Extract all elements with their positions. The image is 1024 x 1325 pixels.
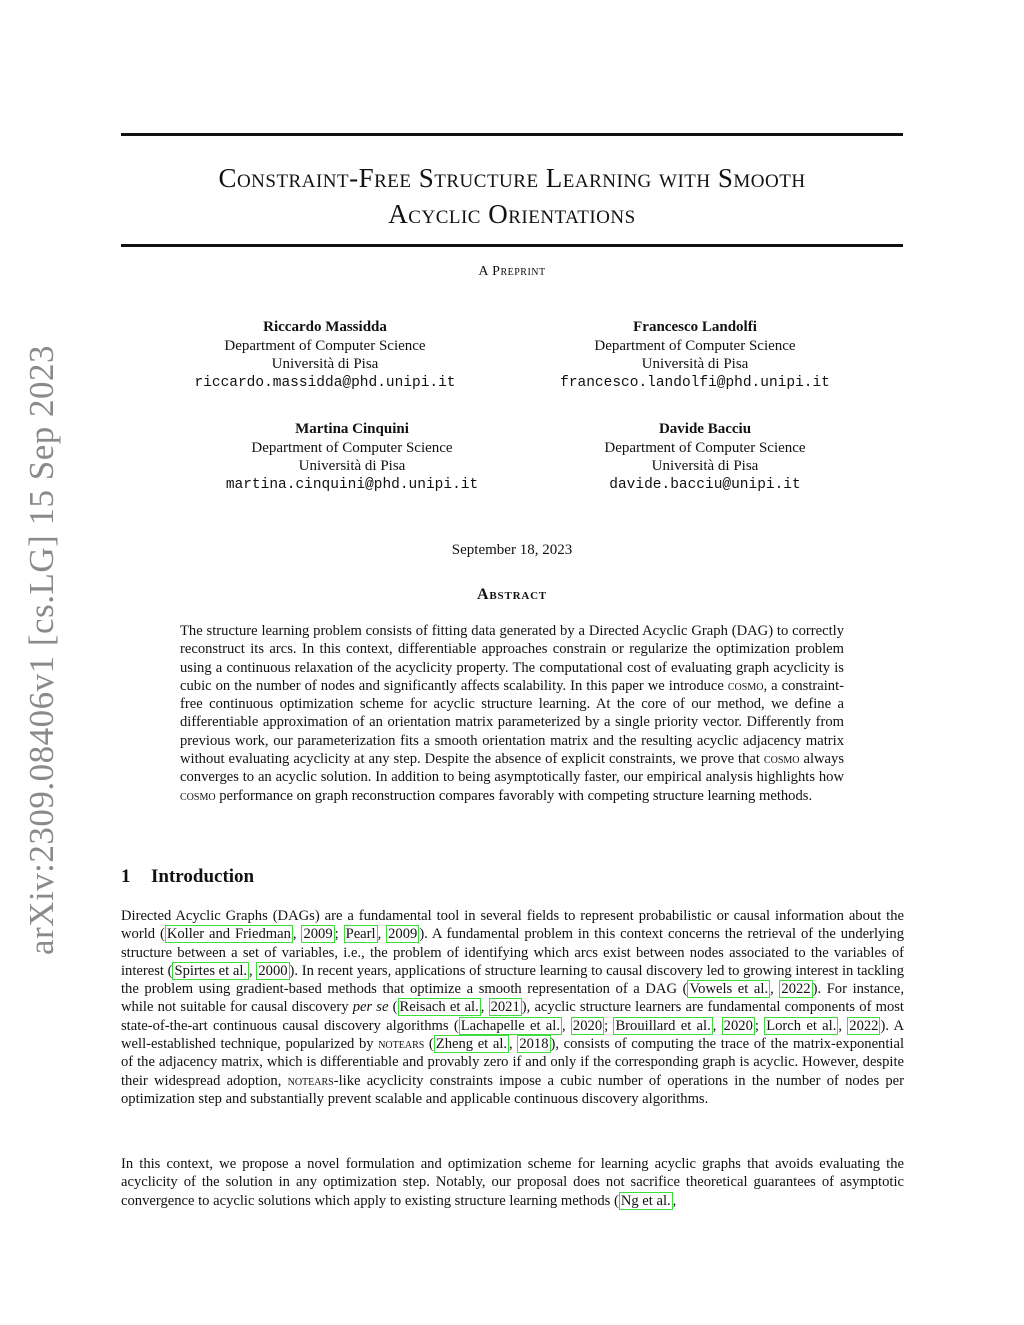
- text-fragment: Directed Acyclic Graphs (DAGs) are a fundamental tool in several fields to represent probabilistic or causal information about the world (: [121, 908, 904, 943]
- abstract-fragment: , a constraint-free continuous optimization scheme for acyclic structure learning. At the core of our method, we define a differentiable approximation of an orientation matrix parameterized by a single priority vector. Differently from previous work, our parameterization fits a smooth orientation matrix and the resulting acyclic adjacency matrix without evaluating acyclicity at any step. Despite the absence of explicit constraints, we prove that: [180, 677, 844, 768]
- citation-link[interactable]: Koller and Friedman: [166, 926, 291, 943]
- title-rule-top: [121, 133, 903, 136]
- author-email[interactable]: davide.bacciu@unipi.it: [609, 476, 801, 493]
- author-department: Department of Computer Science: [604, 439, 806, 456]
- author-university: Università di Pisa: [298, 458, 406, 474]
- section-heading-introduction: [121, 866, 903, 888]
- paper-title: [121, 160, 903, 232]
- preprint-label: A Preprint: [478, 264, 546, 279]
- citation-year-link[interactable]: 2021: [490, 999, 520, 1016]
- author-department: Department of Computer Science: [224, 337, 426, 354]
- author-name: Riccardo Massidda: [263, 319, 387, 335]
- citation-year-link[interactable]: 2018: [519, 1036, 549, 1053]
- author-department: Department of Computer Science: [594, 337, 796, 354]
- citation-link[interactable]: Reisach et al.: [399, 999, 479, 1016]
- citation-link[interactable]: Lorch et al.: [766, 1017, 837, 1034]
- citation-year-link[interactable]: 2009: [303, 926, 333, 943]
- abstract-fragment: performance on graph reconstruction compares favorably with competing structure learning methods.: [215, 787, 813, 804]
- author-university: Università di Pisa: [641, 356, 749, 372]
- arxiv-identifier[interactable]: arXiv:2309.08406v1 [cs.LG] 15 Sep 2023: [22, 344, 61, 956]
- author-email[interactable]: francesco.landolfi@phd.unipi.it: [560, 374, 830, 391]
- title-rule-bottom: [121, 244, 903, 247]
- author-block: [505, 318, 885, 392]
- intro-paragraph-1: Directed Acyclic Graphs (DAGs) are a fundamental tool in several fields to represent probabilistic or causal information about the world ( Koller and Friedman , 2009 ; Pearl , 2009 ). A fundamental problem in this context concerns the retrieval of the underlying structure between a set of variables, i.e., the problem of identifying which arcs exist between nodes associated to the variables of interest ( Spirtes et al. , 2000 ). In recent years, applications of structure learning to causal discovery led to growing interest in tackling the problem using gradient-based methods that optimize a smooth representation of a DAG ( Vowels et al. , 2022 ). For instance, while not suitable for causal discovery per se ( Reisach et al. , 2021 ), acyclic structure learners are fundamental components of most state-of-the-art continuous causal discovery algorithms ( Lachapelle et al. , 2020 ; Brouillard et al. , 2020 ; Lorch et al. , 2022 ). A well-established technique, popularized by notears ( Zheng et al. , 2018 ), consists of computing the trace of the matrix-exponential of the adjacency matrix, which is differentiable and provably zero if and only if the corresponding graph is acyclic. However, despite their widespread adoption, notears-like acyclicity constraints impose a cubic number of operations in the number of nodes per optimization step and substantially prevent scalable and applicable continuous discovery algorithms.: [121, 908, 905, 1107]
- publication-date: September 18, 2023: [451, 542, 573, 558]
- author-email[interactable]: riccardo.massidda@phd.unipi.it: [194, 374, 456, 391]
- citation-year-link[interactable]: 2022: [849, 1017, 879, 1034]
- method-name: cosmo: [180, 787, 216, 804]
- method-name: notears: [378, 1036, 425, 1053]
- method-name: notears: [287, 1072, 334, 1089]
- author-university: Università di Pisa: [271, 356, 379, 372]
- author-email[interactable]: martina.cinquini@phd.unipi.it: [225, 476, 479, 493]
- author-block: [135, 318, 515, 392]
- citation-year-link[interactable]: 2022: [781, 981, 811, 998]
- text-fragment: ), acyclic structure learners are fundamental components of most state-of-the-art continuous causal discovery algorithms (: [121, 999, 904, 1034]
- text-fragment: ;: [604, 1017, 614, 1034]
- text-fragment: (: [424, 1036, 434, 1053]
- citation-year-link[interactable]: 2020: [572, 1017, 603, 1034]
- citation-link[interactable]: Pearl: [345, 926, 376, 943]
- text-fragment: In this context, we propose a novel formulation and optimization scheme for learning acyclic graphs that avoids evaluating the acyclicity of the solution in any optimization step. Notably, our proposal does not sacrifice theoretical guarantees of asymptotic convergence to acyclic solutions which apply to existing structure learning methods (: [121, 1156, 904, 1209]
- title-line-2: Acyclic Orientations: [388, 199, 636, 229]
- abstract-fragment: always converges to an acyclic solution. In addition to being asymptotically faster, our empirical analysis highlights how: [180, 751, 844, 786]
- method-name: cosmo: [727, 677, 764, 694]
- abstract-text: [180, 622, 844, 805]
- author-name: Martina Cinquini: [295, 421, 409, 437]
- abstract-heading: Abstract: [477, 586, 547, 603]
- section-title: Introduction: [151, 866, 255, 887]
- text-fragment: ). For instance, while not suitable for causal discovery: [121, 981, 905, 1016]
- author-block: [515, 420, 895, 494]
- section-number: 1: [121, 866, 131, 887]
- author-name: Francesco Landolfi: [633, 319, 757, 335]
- citation-link[interactable]: Ng et al.: [620, 1192, 671, 1209]
- text-fragment: ,: [672, 1192, 677, 1209]
- citation-link[interactable]: Vowels et al.: [689, 981, 769, 998]
- citation-link[interactable]: Brouillard et al.: [615, 1017, 711, 1034]
- text-fragment: (: [388, 999, 398, 1016]
- italic-text: per se: [352, 999, 389, 1016]
- citation-year-link[interactable]: 2020: [723, 1017, 753, 1034]
- text-fragment: ). In recent years, applications of structure learning to causal discovery led to growing interest in tackling the problem using gradient-based methods that optimize a smooth representation of a DAG (: [121, 962, 905, 998]
- text-fragment: ), consists of computing the trace of the matrix-exponential of the adjacency matrix, which is differentiable and provably zero if and only if the corresponding graph is acyclic. However, despite their widespread adoption,: [121, 1036, 904, 1089]
- author-department: Department of Computer Science: [251, 439, 453, 456]
- text-fragment: -like acyclicity constraints impose a cubic number of operations in the number of nodes per optimization step and substantially prevent scalable and applicable continuous discovery algorithms.: [121, 1072, 904, 1107]
- author-block: [162, 420, 542, 494]
- author-name: Davide Bacciu: [658, 421, 752, 437]
- text-fragment: ). A fundamental problem in this context concerns the retrieval of the underlying structure between a set of variables, i.e., the problem of identifying which arcs exist between nodes associated to the variables of interest (: [121, 926, 904, 979]
- citation-link[interactable]: Spirtes et al.: [174, 962, 248, 979]
- author-university: Università di Pisa: [651, 458, 759, 474]
- title-line-1: Constraint-Free Structure Learning with Smooth: [218, 163, 806, 193]
- abstract-fragment: The structure learning problem consists of fitting data generated by a Directed Acyclic Graph (DAG) to correctly reconstruct its arcs. In this context, differentiable approaches constrain or regularize the optimization problem using a continuous relaxation of the acyclicity property. The computational cost of evaluating graph acyclicity is cubic on the number of nodes and significantly affects scalability. In this paper we introduce: [180, 623, 844, 694]
- citation-link[interactable]: Zheng et al.: [435, 1036, 508, 1053]
- text-fragment: ;: [754, 1017, 765, 1034]
- citation-link[interactable]: Lachapelle et al.: [460, 1017, 560, 1034]
- citation-year-link[interactable]: 2000: [258, 962, 288, 979]
- intro-paragraph-2: [121, 1155, 904, 1210]
- method-name: cosmo: [763, 751, 800, 768]
- citation-year-link[interactable]: 2009: [388, 926, 418, 943]
- text-fragment: ;: [334, 926, 344, 943]
- text-fragment: ). A well-established technique, popularized by: [121, 1017, 904, 1053]
